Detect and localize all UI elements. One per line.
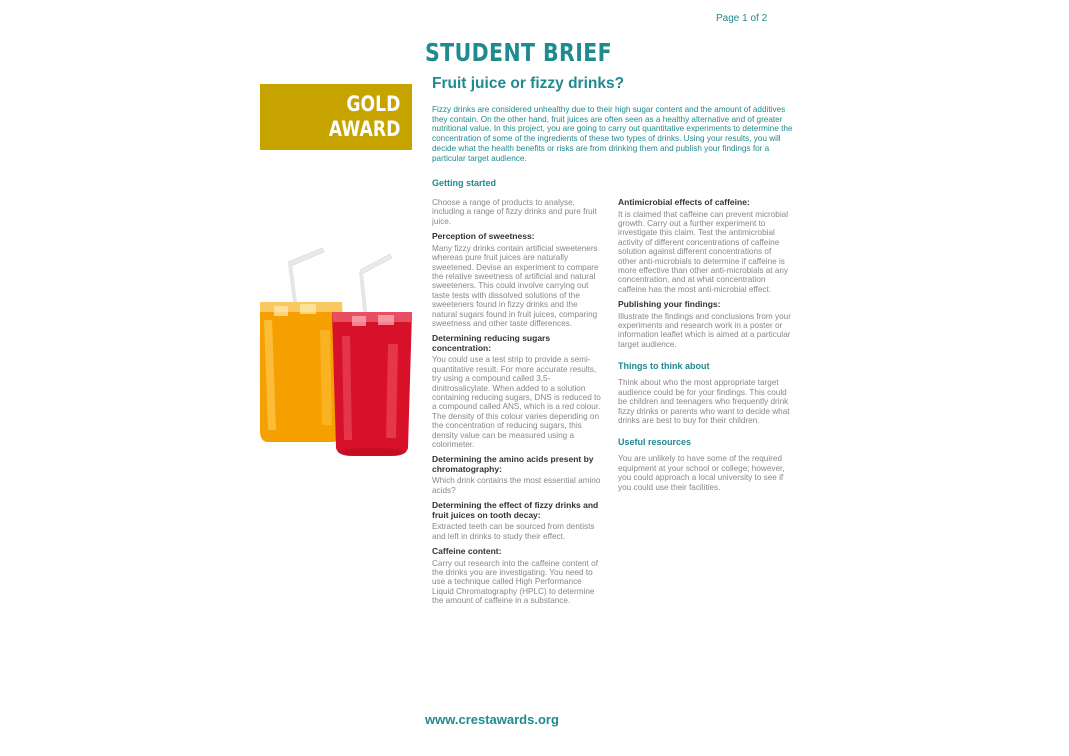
award-line-award: AWARD: [328, 117, 400, 141]
caffeine-content-text: Carry out research into the caffeine content of the drinks you are investigating. You need to use a technique called High Performance Liquid Chromatography (HPLC) to determine the amount of caffeine in a substance.: [432, 558, 598, 606]
publishing-heading: Publishing your findings:: [618, 299, 721, 310]
sweetness-text: Many fizzy drinks contain artificial sweeteners whereas pure fruit juices are naturally sweetened. Devise an experiment to compare the relative sweetness of artificial and natural sweeteners. This could involve carrying out taste tests with dissolved solutions of the sweeteners found in fizzy drinks and the natural sugars found in fruit juices, comparing sweetness and other taste differences.: [432, 243, 599, 328]
caffeine-content-heading: Caffeine content:: [432, 546, 502, 557]
award-badge: [260, 84, 412, 150]
sweetness-heading: Perception of sweetness:: [432, 231, 535, 242]
getting-started-heading: Getting started: [432, 178, 497, 188]
useful-resources-heading: Useful resources: [618, 437, 692, 448]
page-number: Page 1 of 2: [716, 13, 768, 24]
amino-acids-text: Which drink contains the most essential amino acids?: [432, 476, 601, 495]
award-line-gold: GOLD: [345, 92, 400, 116]
reducing-sugars-text: You could use a test strip to provide a semi-quantitative result. For more accurate results, try using a compound called 3,5-dinitrosalicylate. When added to a solution containing reducing sugars, DNS is reduced to a compound called ANS, which is a red colour. The density of this colour varies depending on the concentration of reducing sugars, this density value can be measured using a colorimeter.: [432, 355, 601, 450]
publishing-text: Illustrate the findings and conclusions from your experiments and research work in a poster or information leaflet which is aimed at a particular target audience.: [618, 311, 791, 349]
tooth-decay-heading: Determining the effect of fizzy drinks and fruit juices on tooth decay:: [432, 500, 599, 520]
things-to-think-text: Think about who the most appropriate target audience could be for your findings. This could be children and teenagers who frequently drink fizzy drinks or parents who want to decide what drinks are best to buy for their children.: [618, 378, 790, 425]
column-right: [618, 198, 792, 498]
reducing-sugars-heading: Determining reducing sugars concentration:: [432, 333, 551, 353]
brief-title: STUDENT BRIEF: [425, 38, 613, 67]
antimicrobial-text: It is claimed that caffeine can prevent microbial growth. Carry out a further experiment to investigate this claim. Test the antimicrobial activity of different concentrations of caffeine solution against different concentrations of other anti-microbials to determine if caffeine is more effective than other anti-microbials at any concentration, and at what concentration caffeine has the most anti-microbial effect.: [618, 209, 789, 294]
tooth-decay-text: Extracted teeth can be sourced from dentists and left in drinks to study their effect.: [432, 522, 595, 541]
drinks-photo: [260, 240, 412, 458]
website-link[interactable]: www.crestawards.org: [425, 712, 559, 727]
things-to-think-heading: Things to think about: [618, 361, 710, 372]
column-left: [432, 198, 604, 612]
useful-resources-text: You are unlikely to have some of the required equipment at your school or college; however, you could approach a local university to see if you could use their facilities.: [618, 454, 785, 492]
getting-started-text: Choose a range of products to analyse, including a range of fizzy drinks and pure fruit juice.: [432, 198, 597, 226]
antimicrobial-heading: Antimicrobial effects of caffeine:: [618, 197, 750, 207]
intro-paragraph: Fizzy drinks are considered unhealthy due to their high sugar content and the amount of additives they contain. On the other hand, fruit juices are often seen as a healthy alternative and of greater nutritional value. In this project, you are going to carry out quantitative experiments to determine the concentration of some of the ingredients of these two types of drinks. Using your results, you will decide what the health benefits or risks are from drinking them and publish your findings for a particular target audience.: [432, 105, 793, 163]
project-title: Fruit juice or fizzy drinks?: [432, 75, 625, 92]
amino-acids-heading: Determining the amino acids present by chromatography:: [432, 454, 594, 474]
